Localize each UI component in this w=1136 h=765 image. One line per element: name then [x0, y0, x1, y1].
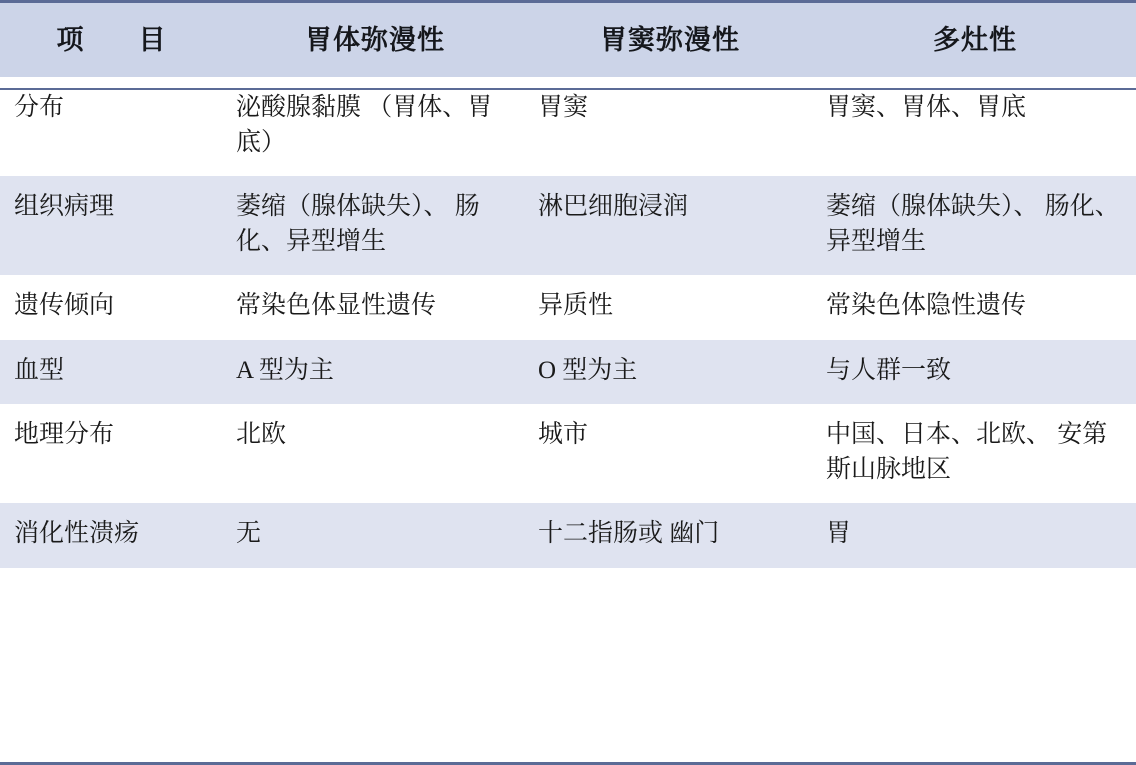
row-label: 血型	[14, 356, 65, 384]
row-cell-antrum-diffuse: 淋巴细胞浸润	[538, 193, 689, 220]
row-cell-multifocal: 与人群一致	[826, 356, 952, 384]
row-cell-corpus-diffuse: 北欧	[236, 421, 287, 448]
row-cell-multifocal: 胃窦、胃体、胃底	[826, 94, 1027, 121]
table-row	[0, 176, 1136, 275]
row-cell-corpus-diffuse: A 型为主	[236, 356, 334, 384]
row-cell-corpus-diffuse: 常染色体显性遗传	[236, 292, 437, 319]
row-cell-corpus-diffuse: 泌酸腺黏膜 （胃体、胃底）	[236, 94, 493, 156]
table-row	[0, 340, 1136, 405]
table-body	[0, 77, 1136, 568]
row-label: 分布	[14, 94, 65, 121]
column-header-antrum-diffuse: 胃窦弥漫性	[600, 25, 740, 55]
row-cell-corpus-diffuse: 萎缩（腺体缺失）、 肠化、异型增生	[236, 193, 480, 255]
row-cell-corpus-diffuse: 无	[236, 520, 262, 547]
table-top-rule	[0, 0, 1136, 3]
row-label: 地理分布	[14, 421, 115, 448]
row-cell-multifocal: 常染色体隐性遗传	[826, 292, 1027, 319]
table-row	[0, 404, 1136, 503]
table-head	[0, 0, 1136, 77]
table-row	[0, 77, 1136, 176]
row-cell-multifocal: 萎缩（腺体缺失）、 肠化、异型增生	[826, 193, 1120, 255]
row-cell-multifocal: 胃	[826, 520, 852, 547]
column-header-multifocal: 多灶性	[933, 25, 1017, 55]
row-cell-antrum-diffuse: 城市	[538, 421, 589, 448]
column-header-corpus-diffuse: 胃体弥漫性	[305, 25, 445, 55]
table-row	[0, 275, 1136, 340]
table-header-row	[0, 0, 1136, 77]
row-label: 消化性溃疡	[14, 520, 140, 547]
row-cell-antrum-diffuse: 十二指肠或 幽门	[538, 520, 720, 547]
table-row	[0, 503, 1136, 568]
column-header-item: 项 目	[56, 25, 180, 55]
row-cell-multifocal: 中国、日本、北欧、 安第斯山脉地区	[826, 421, 1108, 483]
row-label: 组织病理	[14, 193, 115, 220]
row-cell-antrum-diffuse: 胃窦	[538, 94, 589, 121]
row-label: 遗传倾向	[14, 292, 115, 319]
row-cell-antrum-diffuse: 异质性	[538, 292, 614, 319]
row-cell-antrum-diffuse: O 型为主	[538, 356, 638, 384]
table-header-rule	[0, 88, 1136, 90]
